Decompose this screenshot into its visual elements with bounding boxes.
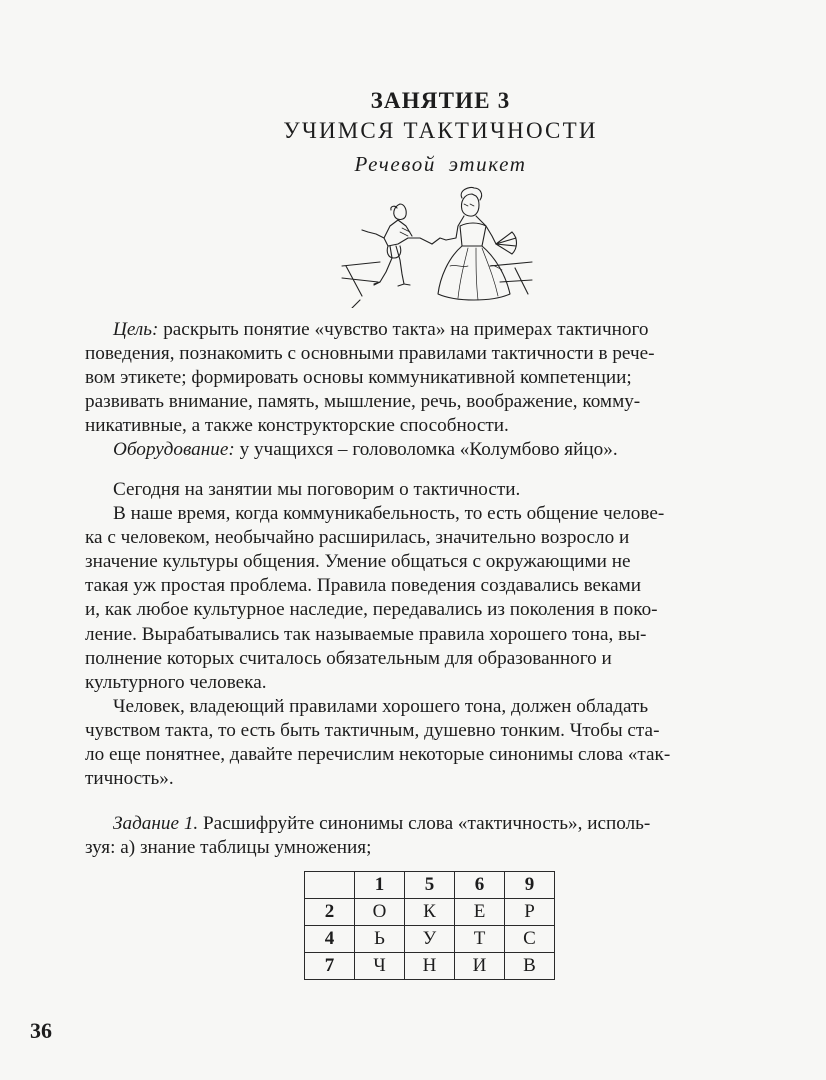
cipher-row-header: 2 [305,899,355,926]
cipher-cell: Р [505,899,555,926]
paragraph-2-line-7: полнение которых считалось обязательным для образованного и [85,647,612,669]
paragraph-2-line-2: ка с человеком, необычайно расширилась, значительно возросло и [85,527,630,549]
goal-line-3: вом этикете; формировать основы коммуникативной компетенции; [85,367,632,389]
goal-line-4: развивать внимание, память, мышление, речь, воображение, комму- [85,391,641,413]
equipment-paragraph [113,438,793,462]
paragraph-2-line-5: и, как любое культурное наследие, передавались из поколения в поко- [85,599,658,621]
cipher-cell: Ч [355,953,405,980]
cipher-cell: И [455,953,505,980]
paragraph-3-line-2: чувством такта, то есть быть тактичным, душевно тонким. Чтобы ста- [85,719,660,741]
cipher-table [304,871,555,980]
cipher-cell: У [405,926,455,953]
paragraph-2-line-6: ление. Вырабатывались так называемые правила хорошего тона, вы- [85,623,647,645]
paragraph-3-line-1: Человек, владеющий правилами хорошего тона, должен обладать [113,695,649,717]
cipher-cell: Е [455,899,505,926]
cipher-cell: К [405,899,455,926]
paragraph-3-line-3: ло еще понятнее, давайте перечислим некоторые синонимы слова «так- [85,744,671,766]
paragraph-3-line-4: тичность». [85,768,174,790]
equipment-text: у учащихся – головоломка «Колумбово яйцо». [239,439,618,460]
cipher-header-cell: 6 [455,872,505,899]
cipher-row-header: 7 [305,953,355,980]
cipher-header-cell [305,872,355,899]
cipher-header-cell: 9 [505,872,555,899]
cipher-row [305,926,555,953]
cipher-row [305,953,555,980]
goal-line-5: никативные, а также конструкторские способности. [85,415,509,437]
equipment-label: Оборудование: [113,439,235,460]
goal-paragraph [85,318,793,438]
cipher-cell: Т [455,926,505,953]
cipher-row-header: 4 [305,926,355,953]
task-label: Задание 1. [113,813,199,834]
goal-line-1: раскрыть понятие «чувство такта» на примерах тактичного [163,319,649,340]
task-paragraph [85,812,793,860]
cipher-row [305,899,555,926]
cipher-cell: В [505,953,555,980]
paragraph-intro: Сегодня на занятии мы поговорим о тактичности. [113,479,521,500]
cipher-header-cell: 1 [355,872,405,899]
cipher-cell: С [505,926,555,953]
cipher-header-row [305,872,555,899]
paragraph-2-line-4: такая уж простая проблема. Правила поведения создавались веками [85,575,641,597]
paragraph-2-line-1: В наше время, когда коммуникабельность, то есть общение челове- [113,503,665,525]
page-number: 36 [30,1018,52,1043]
cipher-cell: Н [405,953,455,980]
lesson-number: ЗАНЯТИЕ 3 [370,88,511,113]
task-line-2: зуя: а) знание таблицы умножения; [85,837,372,859]
task-line-1: Расшифруйте синонимы слова «тактичность», исполь- [203,813,651,834]
paragraph-2-line-8: культурного человека. [85,671,267,693]
main-text [85,478,793,791]
cipher-cell: Ь [355,926,405,953]
goal-label: Цель: [113,319,159,340]
lesson-title: УЧИМСЯ ТАКТИЧНОСТИ [283,118,598,143]
lesson-subtitle: Речевой этикет [354,152,527,176]
dancing-couple-illustration [340,186,535,308]
cipher-header-cell: 5 [405,872,455,899]
goal-line-2: поведения, познакомить с основными правилами тактичности в рече- [85,343,655,365]
cipher-cell: О [355,899,405,926]
paragraph-2-line-3: значение культуры общения. Умение общаться с окружающими не [85,551,631,573]
